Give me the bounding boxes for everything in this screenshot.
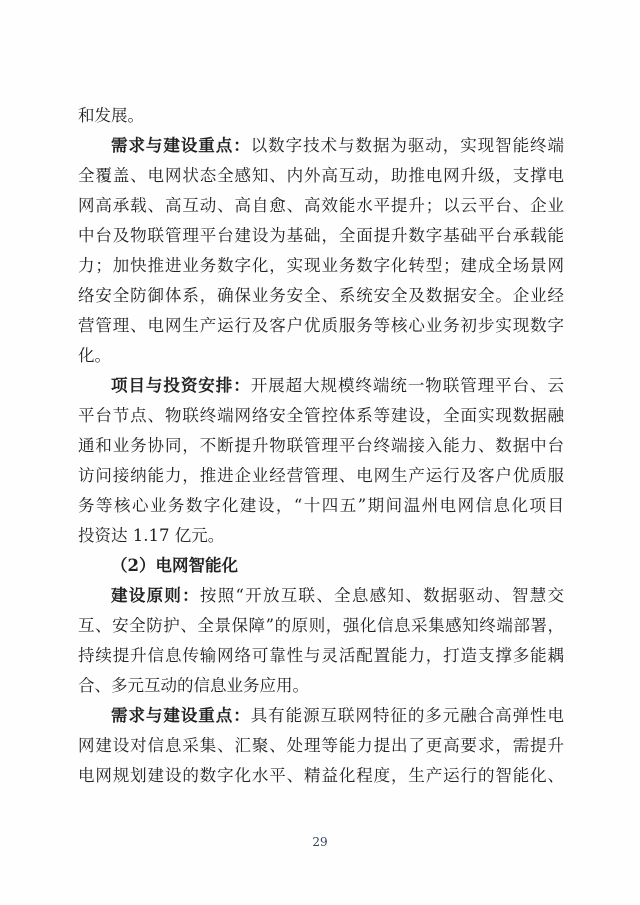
- page-number: 29: [312, 835, 328, 849]
- text-line: [78, 731, 564, 761]
- text-run: 网建设对信息采集、汇聚、处理等能力提出了更高要求，需提升: [78, 736, 564, 755]
- bold-run: 需求与建设重点：: [111, 136, 251, 155]
- text-line: [78, 341, 564, 371]
- text-line: [78, 491, 564, 521]
- text-line: [78, 431, 564, 461]
- text-line: [78, 611, 564, 641]
- text-run: 具有能源互联网特征的多元融合高弹性电: [250, 706, 565, 725]
- document-body: [78, 101, 564, 791]
- text-line: [78, 671, 564, 701]
- text-run: 访问接纳能力，推进企业经营管理、电网生产运行及客户优质服: [78, 466, 564, 485]
- text-run: 全覆盖、电网状态全感知、内外高互动，助推电网升级，支撑电: [78, 166, 564, 185]
- text-run: 合、多元互动的信息业务应用。: [78, 676, 309, 695]
- text-line: [78, 551, 564, 581]
- bold-run: 需求与建设重点：: [111, 706, 251, 725]
- bold-run: （2）电网智能化: [111, 556, 238, 575]
- text-line: [78, 701, 564, 731]
- text-run: 中台及物联管理平台建设为基础，全面提升数字基础平台承载能: [78, 226, 564, 245]
- text-run: 开展超大规模终端统一物联管理平台、云: [250, 376, 565, 395]
- text-line: [78, 161, 564, 191]
- text-line: [78, 131, 564, 161]
- text-run: 网高承载、高互动、高自愈、高效能水平提升；以云平台、企业: [78, 196, 564, 215]
- text-run: 力；加快推进业务数字化，实现业务数字化转型；建成全场景网: [78, 256, 564, 275]
- text-run: 电网规划建设的数字化水平、精益化程度，生产运行的智能化、: [78, 766, 564, 785]
- text-line: [78, 521, 564, 551]
- text-run: 平台节点、物联终端网络安全管控体系等建设，全面实现数据融: [78, 406, 564, 425]
- text-line: [78, 401, 564, 431]
- text-line: [78, 461, 564, 491]
- text-run: 化。: [78, 346, 111, 365]
- text-line: [78, 311, 564, 341]
- text-line: [78, 101, 564, 131]
- text-run: 络安全防御体系，确保业务安全、系统安全及数据安全。企业经: [78, 286, 564, 305]
- text-run: 务等核心业务数字化建设，“十四五”期间温州电网信息化项目: [78, 496, 564, 515]
- text-line: [78, 221, 564, 251]
- text-line: [78, 281, 564, 311]
- text-line: [78, 761, 564, 791]
- text-line: [78, 641, 564, 671]
- text-line: [78, 251, 564, 281]
- text-run: 通和业务协同，不断提升物联管理平台终端接入能力、数据中台: [78, 436, 564, 455]
- text-line: [78, 581, 564, 611]
- bold-run: 建设原则：: [111, 586, 200, 605]
- bold-run: 项目与投资安排：: [111, 376, 251, 395]
- text-run: 和发展。: [78, 106, 144, 125]
- text-line: [78, 371, 564, 401]
- text-run: 投资达 1.17 亿元。: [78, 526, 225, 545]
- text-run: 以数字技术与数据为驱动，实现智能终端: [250, 136, 565, 155]
- text-run: 持续提升信息传输网络可靠性与灵活配置能力，打造支撑多能耦: [78, 646, 564, 665]
- text-line: [78, 191, 564, 221]
- text-run: 互、安全防护、全景保障”的原则，强化信息采集感知终端部署，: [78, 616, 564, 635]
- text-run: 营管理、电网生产运行及客户优质服务等核心业务初步实现数字: [78, 316, 564, 335]
- text-run: 按照“开放互联、全息感知、数据驱动、智慧交: [199, 586, 565, 605]
